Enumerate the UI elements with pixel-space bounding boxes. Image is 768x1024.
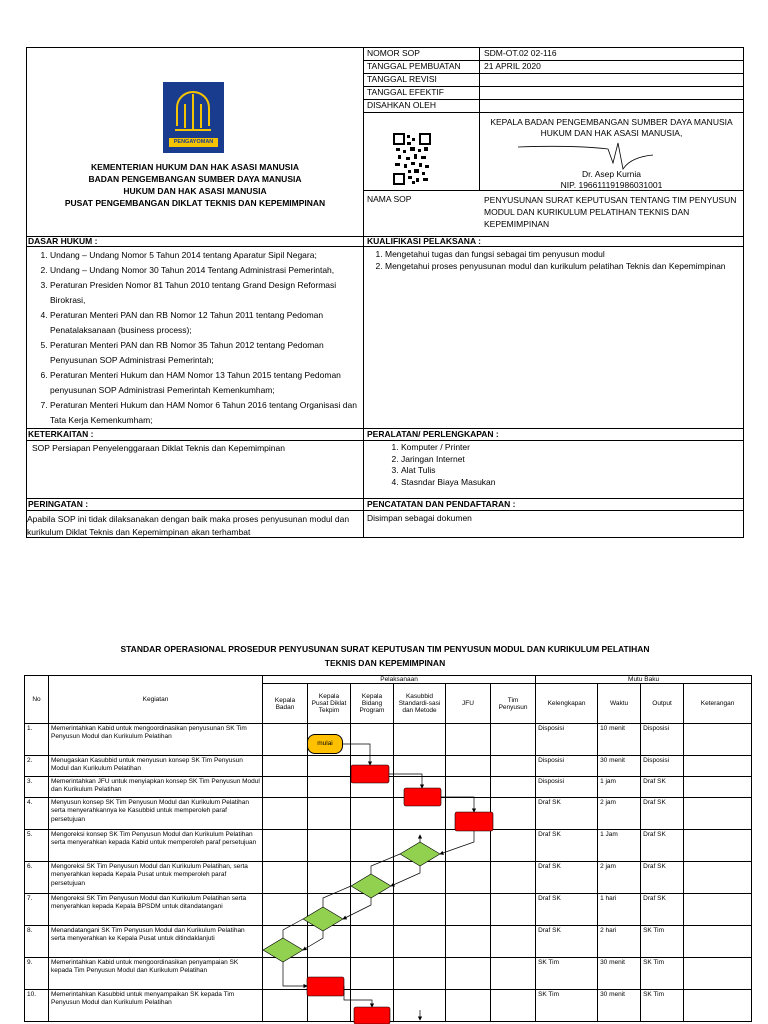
table-row — [25, 756, 752, 777]
cell-no: 5. — [25, 830, 49, 862]
cell-lane — [491, 990, 536, 1022]
meta-label: TANGGAL EFEKTIF — [367, 87, 444, 97]
cell-lane — [446, 958, 491, 990]
cell-lane — [446, 926, 491, 958]
cell-lane — [263, 926, 308, 958]
pencatatan-title: PENCATATAN DAN PENDAFTARAN : — [367, 499, 516, 509]
cell-kegiatan: Memerintahkan Kasubbid untuk menyampaikan SK kepada Tim Penyusun Modul dan Kurikulum Pelatihan — [49, 990, 263, 1022]
table-row — [25, 894, 752, 926]
cell-lane — [491, 798, 536, 830]
cell-lane — [394, 894, 446, 926]
cell-lane — [351, 798, 394, 830]
cell-lane — [394, 958, 446, 990]
cell-lane — [263, 756, 308, 777]
cell-no: 2. — [25, 756, 49, 777]
meta-label: TANGGAL PEMBUATAN — [367, 61, 461, 71]
cell-lane — [351, 756, 394, 777]
cell-lane — [308, 894, 351, 926]
cell-keterangan — [684, 990, 752, 1022]
cell-lane — [491, 894, 536, 926]
cell-lane — [446, 756, 491, 777]
cell-lane — [446, 990, 491, 1022]
col-no: No — [25, 676, 49, 724]
cell-lane — [263, 894, 308, 926]
cell-lane — [351, 830, 394, 862]
cell-lane — [491, 926, 536, 958]
cell-lane — [308, 862, 351, 894]
cell-lane — [394, 926, 446, 958]
meta-value: SDM-OT.02 02-116 — [484, 48, 557, 58]
cell-kegiatan: Menyusun konsep SK Tim Penyusun Modul dan Kurikulum Pelatihan serta menyerahkannya ke Kasubbid untuk memperoleh paraf persetujuan — [49, 798, 263, 830]
cell-kelengkapan: Disposisi — [536, 724, 598, 756]
cell-lane — [351, 862, 394, 894]
cell-lane — [351, 777, 394, 798]
cell-no: 6. — [25, 862, 49, 894]
table-row — [25, 862, 752, 894]
cell-keterangan — [684, 894, 752, 926]
cell-lane — [308, 958, 351, 990]
cell-lane — [308, 990, 351, 1022]
peringatan-title: PERINGATAN : — [28, 499, 89, 509]
approver-nip: NIP. 196611191986031001 — [560, 180, 663, 190]
cell-lane — [308, 830, 351, 862]
cell-no: 9. — [25, 958, 49, 990]
cell-kegiatan: Mengoreksi konsep SK Tim Penyusun Modul dan Kurikulum Pelatihan serta menyerahkan kepada Kabid untuk memperoleh paraf persetujuan — [49, 830, 263, 862]
cell-no: 3. — [25, 777, 49, 798]
col-kegiatan: Kegiatan — [49, 676, 263, 724]
col-mutu-item: Output — [641, 684, 684, 724]
cell-lane — [394, 777, 446, 798]
cell-output: Draf SK — [641, 798, 684, 830]
cell-lane — [351, 926, 394, 958]
kualifikasi-title: KUALIFIKASI PELAKSANA : — [367, 236, 481, 246]
cell-lane — [351, 958, 394, 990]
cell-waktu: 1 hari — [598, 894, 641, 926]
cell-kegiatan: Menandatangani SK Tim Penyusun Modul dan Kurikulum Pelatihan serta menyerahkan ke Kepala Pusat untuk ditindaklanjuti — [49, 926, 263, 958]
flow-table — [24, 675, 752, 1022]
cell-output: Draf SK — [641, 894, 684, 926]
cell-kelengkapan: Draf SK — [536, 926, 598, 958]
cell-keterangan — [684, 830, 752, 862]
cell-lane — [491, 724, 536, 756]
cell-lane — [446, 862, 491, 894]
cell-lane — [263, 958, 308, 990]
cell-lane — [263, 990, 308, 1022]
cell-keterangan — [684, 756, 752, 777]
pengayoman-logo — [163, 82, 224, 153]
cell-output: SK Tim — [641, 958, 684, 990]
meta-label: DISAHKAN OLEH — [367, 100, 436, 110]
cell-kelengkapan: Draf SK — [536, 798, 598, 830]
cell-lane — [446, 830, 491, 862]
cell-waktu: 2 jam — [598, 798, 641, 830]
cell-lane — [263, 862, 308, 894]
cell-lane — [308, 756, 351, 777]
cell-no: 7. — [25, 894, 49, 926]
kualifikasi-list: 1. Mengetahui tugas dan fungsi sebagai tim penyusun modul 2. Mengetahui proses penyusunan modul dan kurikulum pelatihan Teknis dan Kepemimpinan — [363, 248, 733, 272]
cell-lane — [446, 798, 491, 830]
col-mutu-item: Kelengkapan — [536, 684, 598, 724]
cell-kegiatan: Memerintahkan Kabid untuk mengoordinasikan penyampaian SK kepada Tim Penyusun Modul dan Kurikulum Pelatihan — [49, 958, 263, 990]
start-label: mulai — [317, 740, 333, 747]
cell-lane — [491, 756, 536, 777]
cell-keterangan — [684, 777, 752, 798]
col-role: Kepala Bidang Program — [351, 684, 394, 724]
cell-output: Draf SK — [641, 830, 684, 862]
cell-lane — [394, 862, 446, 894]
cell-kelengkapan: SK Tim — [536, 958, 598, 990]
dasar-hukum-list: 1. Undang – Undang Nomor 5 Tahun 2014 tentang Aparatur Sipil Negara; 2. Undang – Undang Nomor 30 Tahun 2014 Tentang Administrasi Pemerintah, 3. Peraturan Presiden Nomor 81 Tahun 2010 tentang Grand Design Reformasi Birokrasi, 4. Peraturan Menteri PAN dan RB Nomor 12 Tahun 2011 tentang Pedoman Penatalaksanaan (business process); 5. Peraturan Menteri PAN dan RB Nomor 35 Tahun 2012 tentang Pedoman Penyusunan SOP Administrasi Pemerintah; 6. Peraturan Menteri Hukum dan HAM Nomor 13 Tahun 2015 tentang Pedoman penyusunan SOP Administrasi Pemerintah Kemenkumham; 7. Peraturan Menteri Hukum dan HAM Nomor 6 Tahun 2016 tentang Organisasi dan Tata Kerja Kemenkumham; — [26, 248, 360, 428]
meta-label: NOMOR SOP — [367, 48, 420, 58]
qr-code — [393, 133, 431, 185]
cell-lane — [491, 958, 536, 990]
cell-waktu: 1 Jam — [598, 830, 641, 862]
col-role: JFU — [446, 684, 491, 724]
cell-waktu: 10 menit — [598, 724, 641, 756]
cell-waktu: 30 menit — [598, 958, 641, 990]
col-role: Kepala Badan — [263, 684, 308, 724]
cell-lane — [446, 777, 491, 798]
col-role: Kepala Pusat Diklat Tekpim — [308, 684, 351, 724]
cell-lane — [446, 724, 491, 756]
meta-value: 21 APRIL 2020 — [484, 61, 541, 71]
table-row — [25, 830, 752, 862]
cell-kegiatan: Memerintahkan JFU untuk menyiapkan konsep SK Tim Penyusun Modul dan Kurikulum Pelatihan — [49, 777, 263, 798]
cell-kelengkapan: SK Tim — [536, 990, 598, 1022]
cell-keterangan — [684, 926, 752, 958]
meta-label: TANGGAL REVISI — [367, 74, 437, 84]
cell-kegiatan: Menugaskan Kasubbid untuk menyusun konsep SK Tim Penyusun Modul dan Kurikulum Pelatihan — [49, 756, 263, 777]
cell-lane — [351, 724, 394, 756]
cell-lane — [394, 990, 446, 1022]
cell-lane — [351, 894, 394, 926]
cell-lane — [308, 798, 351, 830]
cell-waktu: 2 hari — [598, 926, 641, 958]
start-terminator — [307, 734, 343, 754]
cell-no: 4. — [25, 798, 49, 830]
col-pelaksanaan: Pelaksanaan — [263, 676, 536, 684]
table-row — [25, 798, 752, 830]
table-row — [25, 990, 752, 1022]
table-row — [25, 777, 752, 798]
cell-waktu: 30 menit — [598, 756, 641, 777]
cell-lane — [394, 798, 446, 830]
cell-lane — [491, 777, 536, 798]
cell-lane — [491, 830, 536, 862]
cell-lane — [263, 724, 308, 756]
cell-output: Draf SK — [641, 777, 684, 798]
cell-lane — [308, 926, 351, 958]
cell-lane — [394, 756, 446, 777]
dasar-hukum-title: DASAR HUKUM : — [28, 236, 98, 246]
cell-no: 10. — [25, 990, 49, 1022]
approver-name: Dr. Asep Kurnia — [581, 169, 642, 179]
cell-kegiatan: Mengoreksi SK Tim Penyusun Modul dan Kurikulum Pelatihan, serta menyerahkan kepada Kepala Pusat untuk memperoleh paraf persetujuan — [49, 862, 263, 894]
pencatatan-text: Disimpan sebagai dokumen — [367, 513, 472, 523]
approver-title: KEPALA BADAN PENGEMBANGAN SUMBER DAYA MANUSIA HUKUM DAN HAK ASASI MANUSIA, — [490, 117, 733, 138]
cell-no: 1. — [25, 724, 49, 756]
cell-output: Disposisi — [641, 724, 684, 756]
cell-lane — [351, 990, 394, 1022]
cell-keterangan — [684, 958, 752, 990]
cell-no: 8. — [25, 926, 49, 958]
col-role: Tim Penyusun — [491, 684, 536, 724]
cell-waktu: 2 jam — [598, 862, 641, 894]
cell-kelengkapan: Disposisi — [536, 777, 598, 798]
cell-kegiatan: Mengoreksi SK Tim Penyusun Modul dan Kurikulum Pelatihan serta menyerahkan kepada Kepala BPSDM untuk ditandatangani — [49, 894, 263, 926]
cell-lane — [308, 777, 351, 798]
cell-lane — [446, 894, 491, 926]
cell-kelengkapan: Disposisi — [536, 756, 598, 777]
col-role: Kasubbid Standardi-sasi dan Metode — [394, 684, 446, 724]
cell-keterangan — [684, 798, 752, 830]
col-mutu-item: Waktu — [598, 684, 641, 724]
keterkaitan-title: KETERKAITAN : — [28, 429, 94, 439]
cell-lane — [263, 830, 308, 862]
col-mutu-item: Keterangan — [684, 684, 752, 724]
nama-sop-label: NAMA SOP — [367, 194, 412, 204]
cell-output: Draf SK — [641, 862, 684, 894]
cell-lane — [263, 798, 308, 830]
cell-kelengkapan: Draf SK — [536, 894, 598, 926]
cell-keterangan — [684, 724, 752, 756]
cell-waktu: 30 menit — [598, 990, 641, 1022]
cell-lane — [263, 777, 308, 798]
peringatan-text: Apabila SOP ini tidak dilaksanakan dengan baik maka proses penyusunan modul dan kurikulum Diklat Teknis dan Kepemimpinan akan terhambat — [27, 514, 350, 537]
peralatan-title: PERALATAN/ PERLENGKAPAN : — [367, 429, 499, 439]
cell-kegiatan: Memerintahkan Kabid untuk mengoordinasikan penyusunan SK Tim Penyusun Modul dan Kurikulum Pelatihan — [49, 724, 263, 756]
logo-label: PENGAYOMAN — [173, 139, 214, 145]
cell-output: SK Tim — [641, 926, 684, 958]
table-row — [25, 958, 752, 990]
cell-output: SK Tim — [641, 990, 684, 1022]
cell-lane — [394, 830, 446, 862]
nama-sop: PENYUSUNAN SURAT KEPUTUSAN TENTANG TIM PENYUSUN MODUL DAN KURIKULUM PELATIHAN TEKNIS DAN KEPEMIMPINAN — [484, 195, 737, 229]
peralatan-list: 1. Komputer / Printer 2. Jaringan Internet 3. Alat Tulis 4. Stasndar Biaya Masukan — [363, 442, 496, 488]
table-row — [25, 724, 752, 756]
cell-waktu: 1 jam — [598, 777, 641, 798]
col-mutu: Mutu Baku — [536, 676, 752, 684]
table-row — [25, 926, 752, 958]
cell-keterangan — [684, 862, 752, 894]
cell-kelengkapan: Draf SK — [536, 862, 598, 894]
cell-lane — [491, 862, 536, 894]
cell-kelengkapan: Draf SK — [536, 830, 598, 862]
cell-lane — [394, 724, 446, 756]
cell-output: Disposisi — [641, 756, 684, 777]
flow-title: STANDAR OPERASIONAL PROSEDUR PENYUSUNAN SURAT KEPUTUSAN TIM PENYUSUN MODUL DAN KURIKULUM PELATIHAN TEKNIS DAN KEPEMIMPINAN — [120, 644, 650, 668]
keterkaitan-text: SOP Persiapan Penyelenggaraan Diklat Teknis dan Kepemimpinan — [32, 443, 285, 453]
org-name: KEMENTERIAN HUKUM DAN HAK ASASI MANUSIA BADAN PENGEMBANGAN SUMBER DAYA MANUSIA HUKUM DAN HAK ASASI MANUSIA PUSAT PENGEMBANGAN DIKLAT TEKNIS DAN KEPEMIMPINAN — [64, 162, 326, 208]
